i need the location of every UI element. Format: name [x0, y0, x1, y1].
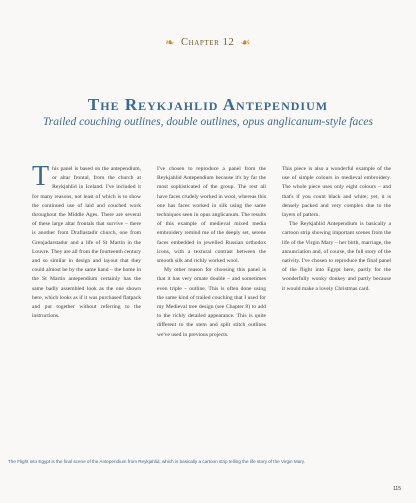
page-number: 115 [393, 486, 401, 492]
page-subtitle: Trailed couching outlines, double outlines, opus anglicanum-style faces [43, 116, 373, 128]
page-title: The Reykjahlid Antependium [87, 95, 329, 114]
drop-cap: T [32, 161, 50, 192]
paragraph: This piece is also a wonderful example of the use of simple colours in medieval embroidery. The whole piece uses only eight colours – and that's if you count black and white; yet, it is densely packed and very complex due to the layers of pattern. [282, 166, 391, 219]
text-column-2 [157, 165, 266, 340]
chapter-label: Chapter 12 [181, 36, 235, 48]
ornament-left-icon: ❧ [165, 37, 175, 49]
text-column-1 [32, 161, 141, 340]
text-columns [32, 161, 392, 340]
figure-caption: The Flight into Egypt is the final scene of the Antependium from Reykjahlid, which is basically a cartoon strip telling the life story of the Virgin Mary. [8, 459, 306, 464]
ornament-right-icon: ☙ [240, 37, 251, 49]
paragraph: The Reykjahlid Antependium is basically a cartoon strip showing important scenes from the life of the Virgin Mary – her birth, marriage, the annunciation and, of course, the full story of the nativity. I've chosen to reproduce the final panel of the flight into Egypt here, partly for the wonderfully wonky donkey and partly because it would make a lovely Christmas card. [282, 221, 391, 292]
paragraph: My other reason for choosing this panel is that it has very ornate double – and sometimes even triple – outline. This is often done using the same kind of trailed couching that I used for my Medieval tree design (see Chapter 8) to add to the richly detailed appearance. This is quite different to the stem and split stitch outlines we've used in previous projects. [157, 267, 266, 338]
paragraph [32, 161, 141, 321]
paragraph-text: his panel is based on the antependium, or altar frontal, from the church at Reykjahlid in Iceland. I've included it for many reasons, not least of which is to show the continued use of laid and couched work throughout the Middle Ages. There are several of these large altar frontals that survive – there is another from Draflastadir church, one from Grenjadarstadur and a life of St Martin in the Louvre. They are all from the fourteenth century and so similar in design and layout that they could almost be by the same hand – the home in the St Martin antependium certainly has the same badly assembled look as the one shown here, which looks as if it was purchased flatpack and put together without referring to the instructions. [32, 166, 141, 320]
text-column-3 [282, 165, 391, 340]
paragraph: I've chosen to reproduce a panel from the Reykjahlid Antependium because it's by far the most sophisticated of the group. The rest all have faces crudely worked in wool, whereas this one has faces worked in silk using the same techniques seen in opus anglicanum. The results of this example of medieval mixed media embroidery remind me of the deeply set, serene faces embedded in jewelled Russian orthodox icons, with a textural contrast between the smooth silk and richly worked wool. [157, 166, 266, 265]
chapter-heading [0, 36, 416, 49]
